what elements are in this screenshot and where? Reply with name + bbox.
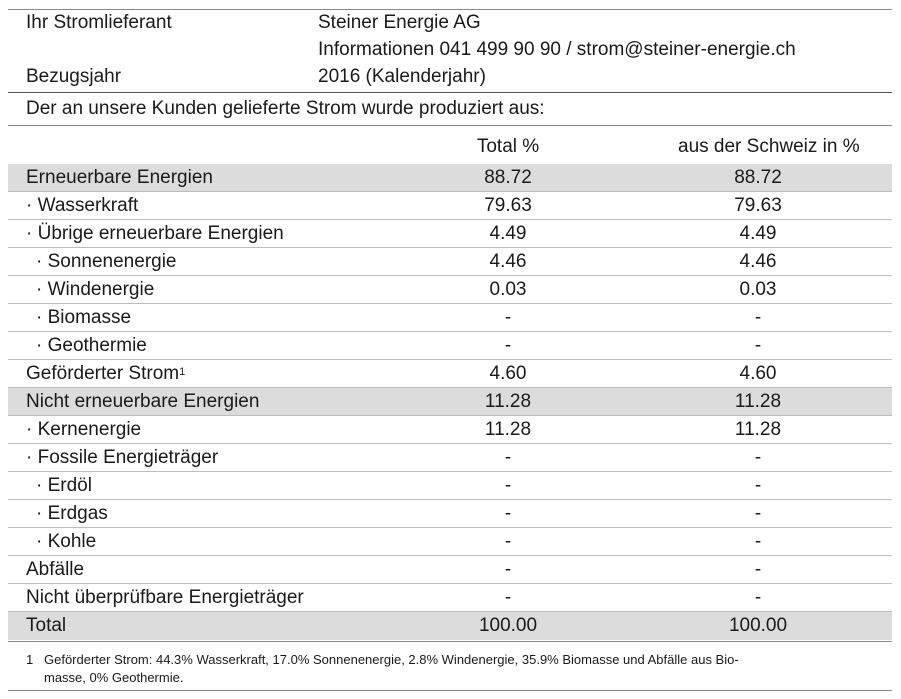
- row-total: 11.28: [484, 419, 532, 440]
- table-row-waste: [8, 556, 892, 584]
- row-swiss: -: [754, 587, 762, 608]
- top-rule: [8, 9, 892, 10]
- row-label: Total: [26, 615, 67, 636]
- header-rule: [8, 92, 892, 93]
- row-total: 4.49: [489, 223, 527, 244]
- row-label: · Kohle: [36, 531, 97, 552]
- table-row-gas: [8, 500, 892, 528]
- table-row-fossil: [8, 444, 892, 472]
- row-swiss: 4.60: [739, 363, 777, 384]
- row-swiss: 79.63: [734, 195, 782, 216]
- row-total: 4.60: [489, 363, 527, 384]
- row-swiss: -: [754, 559, 762, 580]
- row-total: -: [504, 587, 512, 608]
- row-total: -: [504, 335, 512, 356]
- row-total: 4.46: [489, 251, 527, 272]
- footnote-marker: 1: [26, 652, 34, 667]
- row-swiss: 4.46: [739, 251, 777, 272]
- row-label: Abfälle: [26, 559, 85, 580]
- row-total: -: [504, 559, 512, 580]
- row-total: -: [504, 531, 512, 552]
- intro-rule: [8, 125, 892, 126]
- footnote-ref: 1: [179, 366, 186, 378]
- table-row-coal: [8, 528, 892, 556]
- year-label: Bezugsjahr: [26, 66, 122, 87]
- row-swiss: -: [754, 307, 762, 328]
- row-total: -: [504, 307, 512, 328]
- column-header-swiss: aus der Schweiz in %: [678, 136, 860, 157]
- table-row-wind: [8, 276, 892, 304]
- row-label-text: Geförderter Strom: [26, 363, 180, 384]
- table-row-subsidized: [8, 360, 892, 388]
- table-row-nuclear: [8, 416, 892, 444]
- row-total: -: [504, 447, 512, 468]
- row-label: · Sonnenenergie: [36, 251, 177, 272]
- table-row-other-renewable: [8, 220, 892, 248]
- supplier-contact: Informationen 041 499 90 90 / strom@steiner-energie.ch: [318, 39, 796, 60]
- row-total: 0.03: [489, 279, 527, 300]
- row-total: -: [504, 475, 512, 496]
- table-row-hydro: [8, 192, 892, 220]
- table-bottom-rule: [8, 641, 892, 642]
- row-label: · Erdöl: [36, 475, 92, 496]
- footnote-line-1: Geförderter Strom: 44.3% Wasserkraft, 17.0% Sonnenenergie, 2.8% Windenergie, 35.9% Biomasse und Abfälle aus Bio-: [44, 652, 739, 667]
- row-total: -: [504, 503, 512, 524]
- row-label: Nicht erneuerbare Energien: [26, 391, 260, 412]
- row-label: · Erdgas: [36, 503, 108, 524]
- column-header-total: Total %: [476, 136, 540, 157]
- row-swiss: -: [754, 503, 762, 524]
- row-label: · Kernenergie: [26, 419, 142, 440]
- year-value: 2016 (Kalenderjahr): [318, 66, 486, 87]
- supplier-name: Steiner Energie AG: [318, 12, 481, 33]
- row-label: · Geothermie: [36, 335, 147, 356]
- bottom-rule: [8, 690, 892, 691]
- row-label: · Wasserkraft: [26, 195, 139, 216]
- row-label: · Übrige erneuerbare Energien: [26, 223, 284, 244]
- row-total: 11.28: [484, 391, 532, 412]
- row-label: Erneuerbare Energien: [26, 167, 213, 188]
- row-swiss: -: [754, 447, 762, 468]
- table-row-non-renewable: [8, 388, 892, 416]
- row-label: Nicht überprüfbare Energieträger: [26, 587, 304, 608]
- row-swiss: 11.28: [734, 391, 782, 412]
- table-row-total: [8, 612, 892, 640]
- table-row-unverifiable: [8, 584, 892, 612]
- intro-text: Der an unsere Kunden gelieferte Strom wurde produziert aus:: [26, 98, 545, 119]
- table-row-geothermal: [8, 332, 892, 360]
- row-swiss: 100.00: [728, 615, 788, 636]
- row-swiss: 0.03: [739, 279, 777, 300]
- row-label: · Windenergie: [36, 279, 155, 300]
- row-total: 100.00: [478, 615, 538, 636]
- row-total: 79.63: [484, 195, 532, 216]
- row-label: · Fossile Energieträger: [26, 447, 219, 468]
- table-row-renewable: [8, 164, 892, 192]
- row-swiss: -: [754, 531, 762, 552]
- row-total: 88.72: [484, 167, 532, 188]
- table-row-oil: [8, 472, 892, 500]
- row-swiss: -: [754, 475, 762, 496]
- row-swiss: 11.28: [734, 419, 782, 440]
- row-swiss: 88.72: [734, 167, 782, 188]
- supplier-label: Ihr Stromlieferant: [26, 12, 172, 33]
- row-swiss: -: [754, 335, 762, 356]
- footnote-line-2: masse, 0% Geothermie.: [44, 670, 184, 685]
- row-label: [26, 362, 185, 386]
- row-label: · Biomasse: [36, 307, 132, 328]
- row-swiss: 4.49: [739, 223, 777, 244]
- table-row-solar: [8, 248, 892, 276]
- table-row-biomass: [8, 304, 892, 332]
